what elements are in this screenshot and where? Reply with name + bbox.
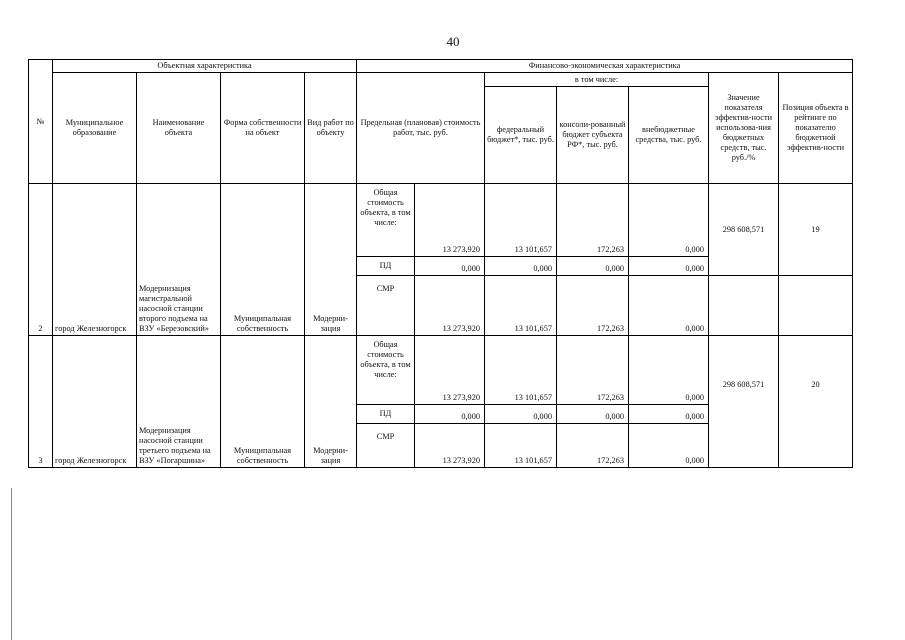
federal-value: 13 101,657 xyxy=(485,424,557,468)
empty-cell xyxy=(709,276,779,336)
federal-value: 0,000 xyxy=(485,405,557,424)
header-object-group: Объектная характеристика xyxy=(53,60,357,73)
row-number: 2 xyxy=(29,184,53,336)
offbudget-value: 0,000 xyxy=(629,276,709,336)
efficiency-value: 298 608,571 xyxy=(709,184,779,276)
header-federal: федеральный бюджет*, тыс. руб. xyxy=(485,87,557,184)
header-work-type: Вид работ по объекту xyxy=(305,73,357,184)
federal-value: 13 101,657 xyxy=(485,184,557,257)
ownership-cell: Муниципальная собственность xyxy=(221,184,305,336)
header-including: в том числе: xyxy=(485,73,709,87)
header-offbudget: внебюджетные средства, тыс. руб. xyxy=(629,87,709,184)
consolidated-value: 172,263 xyxy=(557,276,629,336)
header-rank: Позиция объекта в рейтинге по показателю бюджетной эффектив-ности xyxy=(779,73,853,184)
header-finance-group: Финансово-экономическая характеристика xyxy=(357,60,853,73)
row-number: 3 xyxy=(29,336,53,468)
header-object-name: Наименование объекта xyxy=(137,73,221,184)
consolidated-value: 172,263 xyxy=(557,424,629,468)
cost-label-total: Общая стоимость объекта, в том числе: xyxy=(357,184,415,257)
work-type-cell: Модерни-зация xyxy=(305,336,357,468)
offbudget-value: 0,000 xyxy=(629,257,709,276)
total-cost-value: 13 273,920 xyxy=(415,184,485,257)
consolidated-value: 172,263 xyxy=(557,184,629,257)
table-row xyxy=(29,184,853,257)
header-ownership: Форма собственности на объект xyxy=(221,73,305,184)
consolidated-value: 172,263 xyxy=(557,336,629,405)
rank-value: 20 xyxy=(779,336,853,468)
cost-label-pd: ПД xyxy=(357,405,415,424)
header-row-groups xyxy=(29,60,853,73)
table-row xyxy=(29,336,853,405)
federal-value: 13 101,657 xyxy=(485,336,557,405)
header-consolidated: консоли-рованный бюджет субъекта РФ*, тыс. руб. xyxy=(557,87,629,184)
total-cost-value: 13 273,920 xyxy=(415,336,485,405)
total-cost-value: 0,000 xyxy=(415,257,485,276)
total-cost-value: 13 273,920 xyxy=(415,276,485,336)
municipality-cell: город Железногорск xyxy=(53,184,137,336)
cost-label-total: Общая стоимость объекта, в том числе: xyxy=(357,336,415,405)
rank-value: 19 xyxy=(779,184,853,276)
municipality-cell: город Железногорск xyxy=(53,336,137,468)
cost-label-pd: ПД xyxy=(357,257,415,276)
offbudget-value: 0,000 xyxy=(629,405,709,424)
header-row-including xyxy=(29,73,853,87)
header-municipality: Муниципальное образование xyxy=(53,73,137,184)
empty-cell xyxy=(779,276,853,336)
cost-label-smr: СМР xyxy=(357,276,415,336)
offbudget-value: 0,000 xyxy=(629,424,709,468)
object-name-cell: Модернизация магистральной насосной станции второго подъема на ВЗУ «Березовский» xyxy=(137,184,221,336)
federal-value: 13 101,657 xyxy=(485,276,557,336)
work-type-cell: Модерни-зация xyxy=(305,184,357,336)
header-efficiency: Значение показателя эффектив-ности использова-ния бюджетных средств, тыс. руб./% xyxy=(709,73,779,184)
total-cost-value: 0,000 xyxy=(415,405,485,424)
ownership-cell: Муниципальная собственность xyxy=(221,336,305,468)
page-number: 40 xyxy=(446,34,460,49)
federal-value: 0,000 xyxy=(485,257,557,276)
offbudget-value: 0,000 xyxy=(629,336,709,405)
budget-table xyxy=(28,59,853,468)
header-max-cost: Предельная (плановая) стоимость работ, тыс. руб. xyxy=(357,73,485,184)
consolidated-value: 0,000 xyxy=(557,257,629,276)
header-no: № xyxy=(29,60,53,184)
total-cost-value: 13 273,920 xyxy=(415,424,485,468)
efficiency-value: 298 608,571 xyxy=(709,336,779,468)
object-name-cell: Модернизация насосной станции третьего подъема на ВЗУ «Погаршина» xyxy=(137,336,221,468)
offbudget-value: 0,000 xyxy=(629,184,709,257)
cost-label-smr: СМР xyxy=(357,424,415,468)
consolidated-value: 0,000 xyxy=(557,405,629,424)
margin-rule xyxy=(11,488,12,640)
